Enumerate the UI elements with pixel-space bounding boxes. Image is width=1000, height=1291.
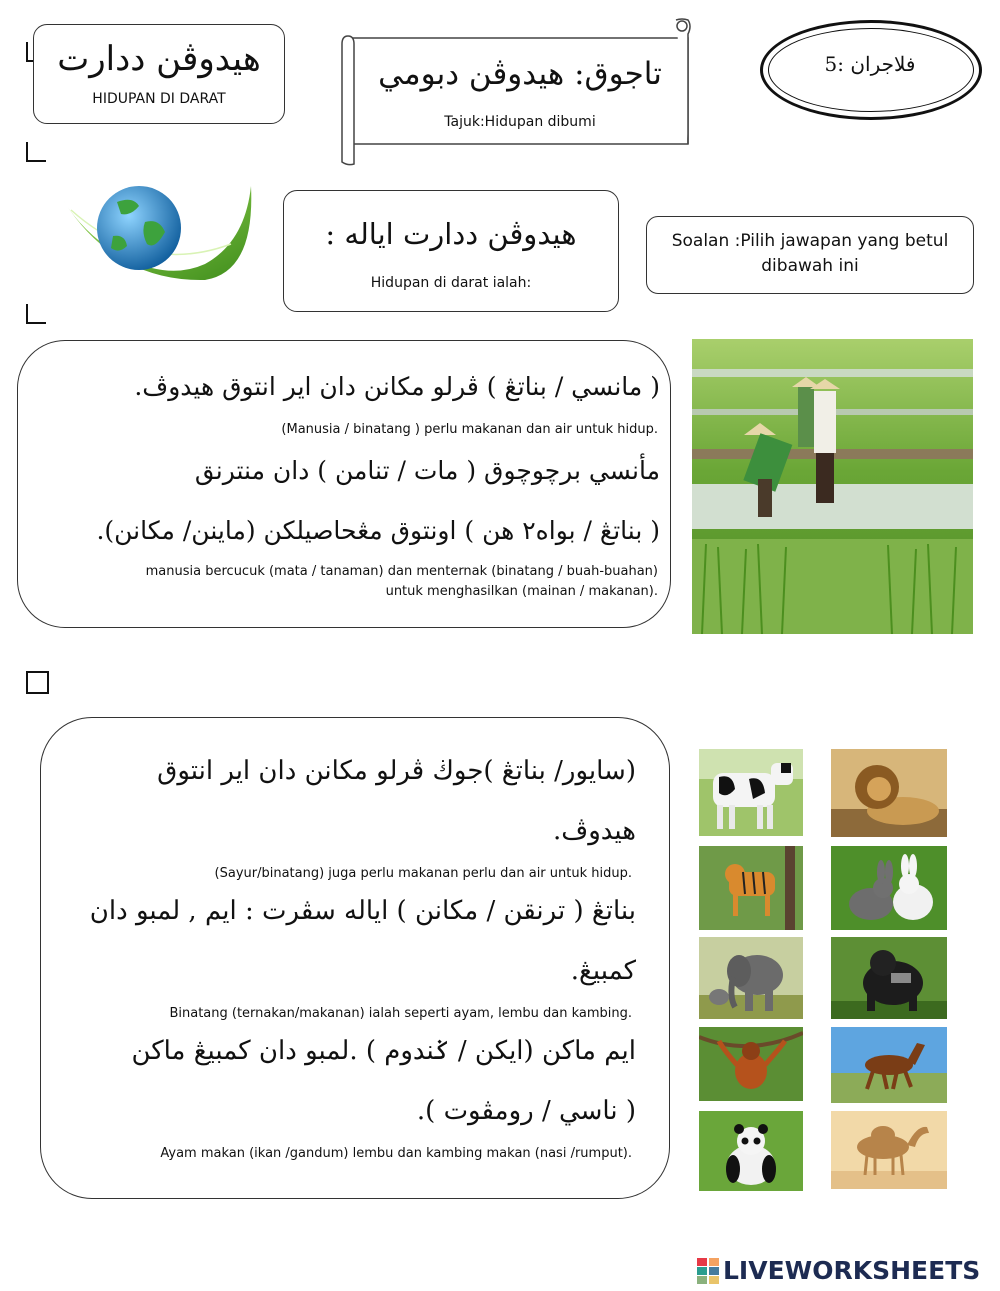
checkbox-4[interactable] <box>26 671 49 694</box>
elephant-photo <box>699 937 803 1019</box>
s2-arabic-3b: ( ناسي / رومڤوت ). <box>416 1096 636 1126</box>
scroll-arabic: تاجوق: هيدوڤن دبومي <box>378 56 662 92</box>
title-arabic: هيدوڤن ددارت <box>57 39 261 79</box>
question-latin: Hidupan di darat ialah: <box>370 275 532 291</box>
s2-arabic-1: (سايور/ بناتڠ )جوڬ ڤرلو مكانن دان اير انتوق <box>157 756 636 786</box>
s1-arabic-3: ( بناتڠ / بواه٢ هن ) اونتوق مڠحاصيلكن (ماينن/ مكانن). <box>96 516 660 545</box>
s2-arabic-2b: كمبيڠ. <box>570 956 636 986</box>
scroll-latin: Tajuk:Hidupan dibumi <box>444 114 596 130</box>
soalan-text: Soalan :Pilih jawapan yang betul dibawah ini <box>671 231 949 276</box>
question-arabic: هيدوڤن ددارت اياله : <box>325 217 577 251</box>
cow-photo <box>699 749 803 836</box>
panda-photo <box>699 1111 803 1191</box>
earth-leaf-image <box>55 172 260 297</box>
s2-latin-2: Binatang (ternakan/makanan) ialah seperti ayam, lembu dan kambing. <box>169 1006 632 1021</box>
tiger-photo <box>699 846 803 930</box>
orangutan-photo <box>699 1027 803 1101</box>
brand-logo <box>697 1256 997 1286</box>
rice-field-photo <box>692 339 973 634</box>
checkbox-3[interactable] <box>26 304 46 324</box>
s2-arabic-1b: هيدوڤ. <box>553 816 636 846</box>
lion-photo <box>831 749 947 837</box>
rabbits-photo <box>831 846 947 930</box>
s2-arabic-2: بناتڠ ( ترنقن / مكانن ) اياله سڤرت : ايم , لمبو دان <box>89 896 636 926</box>
s1-arabic-2: مأنسي برچوچوق ( مات / تنامن ) دان منترنق <box>194 456 660 485</box>
s2-arabic-3: ايم ماكن (ايكن / ݢندوم ) .لمبو دان كمبيڠ ماكن <box>131 1036 636 1066</box>
s1-latin-3: untuk menghasilkan (mainan / makanan). <box>385 584 658 599</box>
s1-latin-2: manusia bercucuk (mata / tanaman) dan menternak (binatang / buah-buahan) <box>145 564 658 579</box>
checkbox-2[interactable] <box>26 142 46 162</box>
s2-latin-1: (Sayur/binatang) juga perlu makanan perlu dan air untuk hidup. <box>214 866 632 881</box>
soalan-box <box>646 216 974 294</box>
title-latin: HIDUPAN DI DARAT <box>92 91 226 107</box>
brand-logo-icon <box>697 1258 719 1284</box>
question-box <box>283 190 619 312</box>
s1-arabic-1: ( مانسي / بناتڠ ) ڤرلو مكانن دان اير انتوق هيدوڤ. <box>134 372 660 401</box>
title-box <box>33 24 285 124</box>
brand-name: LIVEWORKSHEETS <box>723 1256 981 1285</box>
camel-photo <box>831 1111 947 1189</box>
gorilla-photo <box>831 937 947 1019</box>
s1-latin-1: (Manusia / binatang ) perlu makanan dan air untuk hidup. <box>281 422 658 437</box>
s2-latin-3: Ayam makan (ikan /gandum) lembu dan kambing makan (nasi /rumput). <box>160 1146 632 1161</box>
horse-photo <box>831 1027 947 1103</box>
oval-label: فلاجران :5 <box>824 52 916 76</box>
